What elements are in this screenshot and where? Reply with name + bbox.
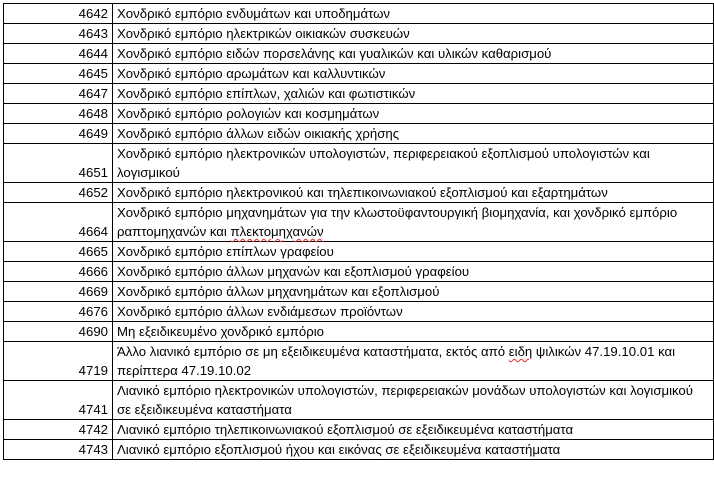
activity-description: Χονδρικό εμπόριο ειδών πορσελάνης και γυαλικών και υλικών καθαρισμού [113,44,714,64]
activity-code: 4719 [4,342,113,381]
activity-description: Χονδρικό εμπόριο άλλων μηχανημάτων και εξοπλισμού [113,282,714,302]
activity-code: 4645 [4,64,113,84]
activity-description: Χονδρικό εμπόριο άλλων ενδιάμεσων προϊόντων [113,302,714,322]
description-text: Χονδρικό εμπόριο μηχανημάτων για την κλωστοϋφαντουργική βιομηχανία, και χονδρικό εμπόριο ραπτομηχανών και [117,205,678,239]
activity-code: 4643 [4,24,113,44]
activity-description: Μη εξειδικευμένο χονδρικό εμπόριο [113,322,714,342]
activity-code: 4652 [4,183,113,203]
activity-code: 4676 [4,302,113,322]
table-row [4,440,714,460]
table-row [4,381,714,420]
description-text: Άλλο λιανικό εμπόριο σε μη εξειδικευμένα καταστήματα, εκτός από [117,344,509,359]
activity-code: 4664 [4,203,113,242]
activity-description: Χονδρικό εμπόριο άλλων μηχανών και εξοπλισμού γραφείου [113,262,714,282]
activity-description: Χονδρικό εμπόριο ηλεκτρονικών υπολογιστών, περιφερειακού εξοπλισμού υπολογιστών και λογισμικού [113,144,714,183]
activity-description: Χονδρικό εμπόριο ρολογιών και κοσμημάτων [113,104,714,124]
activity-code: 4647 [4,84,113,104]
activity-description: Χονδρικό εμπόριο ενδυμάτων και υποδημάτων [113,4,714,24]
table-row [4,183,714,203]
activity-code: 4666 [4,262,113,282]
table-row [4,44,714,64]
activity-code: 4642 [4,4,113,24]
activity-description: Χονδρικό εμπόριο επίπλων, χαλιών και φωτιστικών [113,84,714,104]
table-row [4,342,714,381]
activity-description: Χονδρικό εμπόριο ηλεκτρονικού και τηλεπικοινωνιακού εξοπλισμού και εξαρτημάτων [113,183,714,203]
spellcheck-flagged-word: πλεκτομηχανών [230,224,324,239]
table-row [4,302,714,322]
activity-code-table [3,3,714,460]
table-row [4,322,714,342]
activity-description: Χονδρικό εμπόριο αρωμάτων και καλλυντικών [113,64,714,84]
table-row [4,262,714,282]
table-row [4,64,714,84]
activity-description: Λιανικό εμπόριο τηλεπικοινωνιακού εξοπλισμού σε εξειδικευμένα καταστήματα [113,420,714,440]
activity-code: 4743 [4,440,113,460]
table-row [4,144,714,183]
table-row [4,420,714,440]
table-row [4,282,714,302]
activity-description [113,203,714,242]
description-text: ψιλικών 47.19.10.01 και περίπτερα 47.19.10.02 [117,344,676,378]
activity-code: 4669 [4,282,113,302]
activity-code: 4665 [4,242,113,262]
activity-description: Λιανικό εμπόριο ηλεκτρονικών υπολογιστών, περιφερειακών μονάδων υπολογιστών και λογισμικού σε εξειδικευμένα καταστήματα [113,381,714,420]
activity-description [113,342,714,381]
table-row [4,203,714,242]
table-row [4,84,714,104]
activity-code: 4742 [4,420,113,440]
activity-code: 4741 [4,381,113,420]
activity-description: Χονδρικό εμπόριο ηλεκτρικών οικιακών συσκευών [113,24,714,44]
activity-description: Λιανικό εμπόριο εξοπλισμού ήχου και εικόνας σε εξειδικευμένα καταστήματα [113,440,714,460]
table-row [4,24,714,44]
table-row [4,242,714,262]
activity-code: 4651 [4,144,113,183]
activity-code: 4690 [4,322,113,342]
table-row [4,124,714,144]
activity-description: Χονδρικό εμπόριο άλλων ειδών οικιακής χρήσης [113,124,714,144]
table-row [4,4,714,24]
activity-code: 4649 [4,124,113,144]
table-row [4,104,714,124]
activity-code: 4648 [4,104,113,124]
activity-description: Χονδρικό εμπόριο επίπλων γραφείου [113,242,714,262]
activity-code: 4644 [4,44,113,64]
spellcheck-flagged-word: ειδη [508,344,533,359]
